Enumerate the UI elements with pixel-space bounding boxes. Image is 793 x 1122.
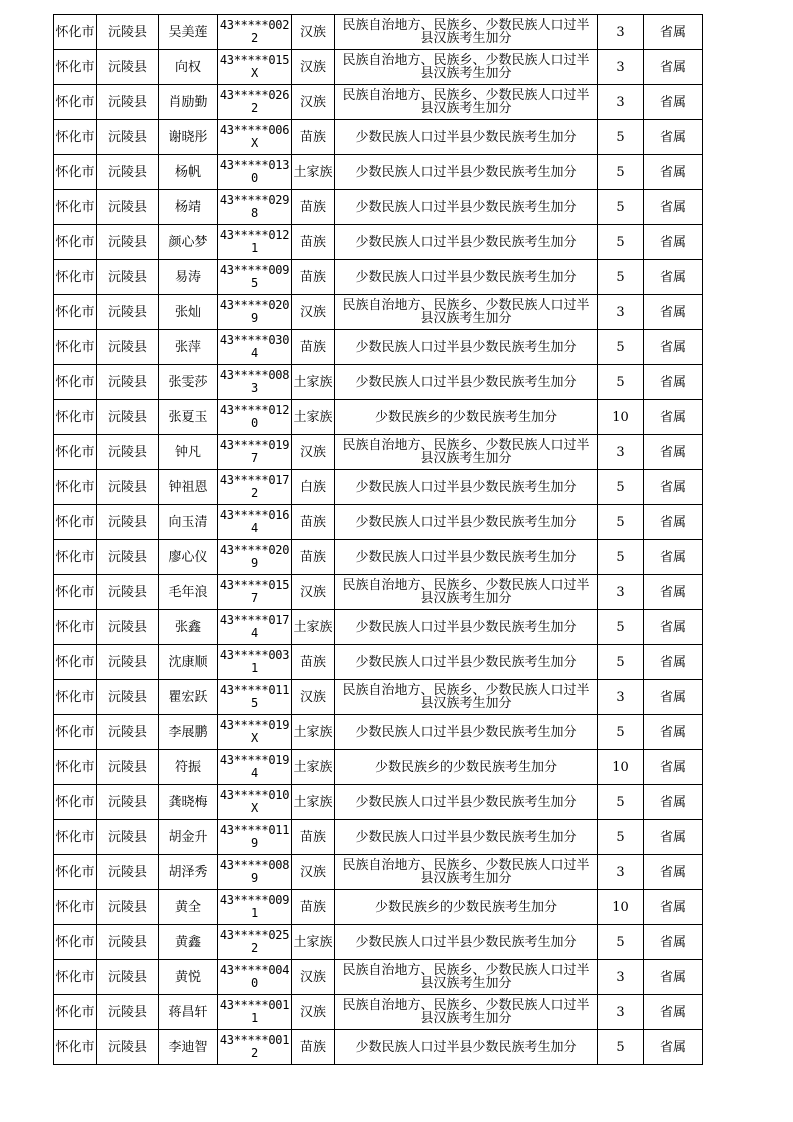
bonus-points-cell: 5 (598, 120, 644, 155)
bonus-reason-cell: 民族自治地方、民族乡、少数民族人口过半县汉族考生加分 (335, 855, 598, 890)
bonus-points-cell: 10 (598, 890, 644, 925)
ethnicity-cell: 苗族 (292, 120, 335, 155)
id-number-cell: 43*****019X (218, 715, 292, 750)
bonus-points-cell: 5 (598, 610, 644, 645)
bonus-reason-cell: 民族自治地方、民族乡、少数民族人口过半县汉族考生加分 (335, 15, 598, 50)
table-row (54, 435, 703, 470)
bonus-reason-cell: 少数民族人口过半县少数民族考生加分 (335, 155, 598, 190)
table-row (54, 85, 703, 120)
table-row (54, 120, 703, 155)
bonus-points-cell: 5 (598, 190, 644, 225)
bonus-reason-cell: 民族自治地方、民族乡、少数民族人口过半县汉族考生加分 (335, 435, 598, 470)
bonus-points-cell: 5 (598, 820, 644, 855)
ethnicity-cell: 汉族 (292, 995, 335, 1030)
city-cell: 怀化市 (54, 540, 97, 575)
level-cell: 省属 (644, 50, 703, 85)
bonus-reason-cell: 少数民族人口过半县少数民族考生加分 (335, 470, 598, 505)
level-cell: 省属 (644, 575, 703, 610)
ethnicity-cell: 汉族 (292, 855, 335, 890)
table-row (54, 505, 703, 540)
county-cell: 沅陵县 (97, 855, 159, 890)
name-cell: 瞿宏跃 (159, 680, 218, 715)
bonus-points-cell: 5 (598, 540, 644, 575)
id-number-cell: 43*****0040 (218, 960, 292, 995)
bonus-reason-cell: 少数民族人口过半县少数民族考生加分 (335, 190, 598, 225)
name-cell: 胡泽秀 (159, 855, 218, 890)
ethnicity-cell: 土家族 (292, 925, 335, 960)
bonus-reason-cell: 少数民族人口过半县少数民族考生加分 (335, 785, 598, 820)
county-cell: 沅陵县 (97, 1030, 159, 1065)
bonus-reason-cell: 少数民族人口过半县少数民族考生加分 (335, 365, 598, 400)
name-cell: 廖心仪 (159, 540, 218, 575)
level-cell: 省属 (644, 785, 703, 820)
ethnicity-cell: 土家族 (292, 610, 335, 645)
id-number-cell: 43*****010X (218, 785, 292, 820)
table-row (54, 925, 703, 960)
county-cell: 沅陵县 (97, 470, 159, 505)
table-row (54, 855, 703, 890)
level-cell: 省属 (644, 470, 703, 505)
county-cell: 沅陵县 (97, 995, 159, 1030)
name-cell: 谢晓彤 (159, 120, 218, 155)
bonus-points-table (53, 14, 703, 1065)
bonus-points-cell: 5 (598, 225, 644, 260)
table-row (54, 680, 703, 715)
level-cell: 省属 (644, 260, 703, 295)
level-cell: 省属 (644, 540, 703, 575)
table-row (54, 610, 703, 645)
id-number-cell: 43*****0304 (218, 330, 292, 365)
city-cell: 怀化市 (54, 225, 97, 260)
id-number-cell: 43*****0298 (218, 190, 292, 225)
county-cell: 沅陵县 (97, 645, 159, 680)
county-cell: 沅陵县 (97, 50, 159, 85)
table-row (54, 330, 703, 365)
level-cell: 省属 (644, 15, 703, 50)
bonus-reason-cell: 民族自治地方、民族乡、少数民族人口过半县汉族考生加分 (335, 85, 598, 120)
city-cell: 怀化市 (54, 715, 97, 750)
table-row (54, 575, 703, 610)
county-cell: 沅陵县 (97, 890, 159, 925)
id-number-cell: 43*****0120 (218, 400, 292, 435)
name-cell: 李展鹏 (159, 715, 218, 750)
table-row (54, 890, 703, 925)
bonus-reason-cell: 少数民族人口过半县少数民族考生加分 (335, 330, 598, 365)
name-cell: 沈康顺 (159, 645, 218, 680)
bonus-points-cell: 3 (598, 575, 644, 610)
table-row (54, 190, 703, 225)
city-cell: 怀化市 (54, 750, 97, 785)
name-cell: 向权 (159, 50, 218, 85)
level-cell: 省属 (644, 155, 703, 190)
table-row (54, 645, 703, 680)
name-cell: 黄鑫 (159, 925, 218, 960)
ethnicity-cell: 汉族 (292, 680, 335, 715)
bonus-points-cell: 3 (598, 15, 644, 50)
bonus-points-cell: 3 (598, 855, 644, 890)
bonus-points-cell: 3 (598, 85, 644, 120)
ethnicity-cell: 白族 (292, 470, 335, 505)
bonus-points-cell: 10 (598, 400, 644, 435)
id-number-cell: 43*****0157 (218, 575, 292, 610)
name-cell: 黄全 (159, 890, 218, 925)
bonus-reason-cell: 民族自治地方、民族乡、少数民族人口过半县汉族考生加分 (335, 680, 598, 715)
ethnicity-cell: 苗族 (292, 1030, 335, 1065)
county-cell: 沅陵县 (97, 505, 159, 540)
city-cell: 怀化市 (54, 330, 97, 365)
level-cell: 省属 (644, 225, 703, 260)
id-number-cell: 43*****0172 (218, 470, 292, 505)
level-cell: 省属 (644, 295, 703, 330)
bonus-reason-cell: 民族自治地方、民族乡、少数民族人口过半县汉族考生加分 (335, 575, 598, 610)
table-row (54, 50, 703, 85)
bonus-points-cell: 3 (598, 680, 644, 715)
city-cell: 怀化市 (54, 645, 97, 680)
name-cell: 杨靖 (159, 190, 218, 225)
table-row (54, 750, 703, 785)
name-cell: 胡金升 (159, 820, 218, 855)
bonus-points-cell: 5 (598, 645, 644, 680)
county-cell: 沅陵县 (97, 190, 159, 225)
bonus-points-cell: 5 (598, 470, 644, 505)
county-cell: 沅陵县 (97, 260, 159, 295)
name-cell: 颜心梦 (159, 225, 218, 260)
ethnicity-cell: 苗族 (292, 820, 335, 855)
name-cell: 钟祖恩 (159, 470, 218, 505)
bonus-reason-cell: 少数民族人口过半县少数民族考生加分 (335, 820, 598, 855)
city-cell: 怀化市 (54, 820, 97, 855)
bonus-reason-cell: 少数民族人口过半县少数民族考生加分 (335, 260, 598, 295)
city-cell: 怀化市 (54, 575, 97, 610)
table-row (54, 995, 703, 1030)
table-body (54, 15, 703, 1065)
id-number-cell: 43*****0209 (218, 295, 292, 330)
id-number-cell: 43*****0115 (218, 680, 292, 715)
city-cell: 怀化市 (54, 1030, 97, 1065)
city-cell: 怀化市 (54, 995, 97, 1030)
bonus-points-cell: 5 (598, 715, 644, 750)
county-cell: 沅陵县 (97, 750, 159, 785)
level-cell: 省属 (644, 645, 703, 680)
ethnicity-cell: 土家族 (292, 155, 335, 190)
level-cell: 省属 (644, 505, 703, 540)
id-number-cell: 43*****0164 (218, 505, 292, 540)
level-cell: 省属 (644, 750, 703, 785)
id-number-cell: 43*****0012 (218, 1030, 292, 1065)
id-number-cell: 43*****0130 (218, 155, 292, 190)
name-cell: 钟凡 (159, 435, 218, 470)
city-cell: 怀化市 (54, 435, 97, 470)
level-cell: 省属 (644, 365, 703, 400)
ethnicity-cell: 汉族 (292, 15, 335, 50)
bonus-reason-cell: 少数民族乡的少数民族考生加分 (335, 750, 598, 785)
name-cell: 黄悦 (159, 960, 218, 995)
name-cell: 符振 (159, 750, 218, 785)
name-cell: 张夏玉 (159, 400, 218, 435)
level-cell: 省属 (644, 995, 703, 1030)
county-cell: 沅陵县 (97, 225, 159, 260)
county-cell: 沅陵县 (97, 330, 159, 365)
city-cell: 怀化市 (54, 120, 97, 155)
name-cell: 杨帆 (159, 155, 218, 190)
bonus-reason-cell: 少数民族乡的少数民族考生加分 (335, 400, 598, 435)
city-cell: 怀化市 (54, 505, 97, 540)
county-cell: 沅陵县 (97, 960, 159, 995)
city-cell: 怀化市 (54, 680, 97, 715)
city-cell: 怀化市 (54, 260, 97, 295)
id-number-cell: 43*****015X (218, 50, 292, 85)
county-cell: 沅陵县 (97, 435, 159, 470)
id-number-cell: 43*****0089 (218, 855, 292, 890)
bonus-points-cell: 3 (598, 435, 644, 470)
county-cell: 沅陵县 (97, 785, 159, 820)
level-cell: 省属 (644, 715, 703, 750)
name-cell: 龚晓梅 (159, 785, 218, 820)
bonus-reason-cell: 少数民族人口过半县少数民族考生加分 (335, 540, 598, 575)
id-number-cell: 43*****0121 (218, 225, 292, 260)
county-cell: 沅陵县 (97, 540, 159, 575)
table-row (54, 540, 703, 575)
name-cell: 李迪智 (159, 1030, 218, 1065)
bonus-points-cell: 5 (598, 785, 644, 820)
id-number-cell: 43*****0031 (218, 645, 292, 680)
id-number-cell: 43*****0197 (218, 435, 292, 470)
bonus-reason-cell: 民族自治地方、民族乡、少数民族人口过半县汉族考生加分 (335, 960, 598, 995)
county-cell: 沅陵县 (97, 15, 159, 50)
city-cell: 怀化市 (54, 785, 97, 820)
bonus-reason-cell: 少数民族人口过半县少数民族考生加分 (335, 505, 598, 540)
bonus-reason-cell: 少数民族人口过半县少数民族考生加分 (335, 925, 598, 960)
level-cell: 省属 (644, 190, 703, 225)
bonus-reason-cell: 民族自治地方、民族乡、少数民族人口过半县汉族考生加分 (335, 995, 598, 1030)
ethnicity-cell: 土家族 (292, 400, 335, 435)
name-cell: 吴美莲 (159, 15, 218, 50)
id-number-cell: 43*****0119 (218, 820, 292, 855)
ethnicity-cell: 汉族 (292, 50, 335, 85)
table-row (54, 295, 703, 330)
level-cell: 省属 (644, 1030, 703, 1065)
bonus-reason-cell: 少数民族人口过半县少数民族考生加分 (335, 610, 598, 645)
bonus-points-cell: 5 (598, 155, 644, 190)
bonus-reason-cell: 少数民族乡的少数民族考生加分 (335, 890, 598, 925)
level-cell: 省属 (644, 890, 703, 925)
id-number-cell: 43*****0022 (218, 15, 292, 50)
bonus-points-cell: 3 (598, 50, 644, 85)
county-cell: 沅陵县 (97, 120, 159, 155)
name-cell: 张雯莎 (159, 365, 218, 400)
id-number-cell: 43*****0194 (218, 750, 292, 785)
table-row (54, 400, 703, 435)
city-cell: 怀化市 (54, 925, 97, 960)
county-cell: 沅陵县 (97, 295, 159, 330)
id-number-cell: 43*****0091 (218, 890, 292, 925)
table-row (54, 470, 703, 505)
name-cell: 易涛 (159, 260, 218, 295)
table-row (54, 225, 703, 260)
ethnicity-cell: 苗族 (292, 505, 335, 540)
name-cell: 张鑫 (159, 610, 218, 645)
ethnicity-cell: 土家族 (292, 750, 335, 785)
level-cell: 省属 (644, 610, 703, 645)
level-cell: 省属 (644, 960, 703, 995)
ethnicity-cell: 苗族 (292, 540, 335, 575)
bonus-reason-cell: 少数民族人口过半县少数民族考生加分 (335, 645, 598, 680)
ethnicity-cell: 苗族 (292, 190, 335, 225)
table-row (54, 785, 703, 820)
ethnicity-cell: 汉族 (292, 295, 335, 330)
level-cell: 省属 (644, 85, 703, 120)
level-cell: 省属 (644, 855, 703, 890)
id-number-cell: 43*****0083 (218, 365, 292, 400)
ethnicity-cell: 土家族 (292, 785, 335, 820)
table-row (54, 155, 703, 190)
level-cell: 省属 (644, 925, 703, 960)
id-number-cell: 43*****0262 (218, 85, 292, 120)
table-row (54, 715, 703, 750)
bonus-reason-cell: 民族自治地方、民族乡、少数民族人口过半县汉族考生加分 (335, 50, 598, 85)
bonus-points-cell: 10 (598, 750, 644, 785)
id-number-cell: 43*****006X (218, 120, 292, 155)
name-cell: 毛年浪 (159, 575, 218, 610)
level-cell: 省属 (644, 435, 703, 470)
bonus-reason-cell: 少数民族人口过半县少数民族考生加分 (335, 715, 598, 750)
bonus-points-cell: 3 (598, 960, 644, 995)
city-cell: 怀化市 (54, 365, 97, 400)
ethnicity-cell: 土家族 (292, 715, 335, 750)
name-cell: 肖励勤 (159, 85, 218, 120)
bonus-reason-cell: 少数民族人口过半县少数民族考生加分 (335, 225, 598, 260)
level-cell: 省属 (644, 400, 703, 435)
county-cell: 沅陵县 (97, 85, 159, 120)
table-row (54, 1030, 703, 1065)
county-cell: 沅陵县 (97, 400, 159, 435)
ethnicity-cell: 苗族 (292, 225, 335, 260)
ethnicity-cell: 汉族 (292, 960, 335, 995)
name-cell: 向玉清 (159, 505, 218, 540)
county-cell: 沅陵县 (97, 610, 159, 645)
name-cell: 张灿 (159, 295, 218, 330)
name-cell: 张萍 (159, 330, 218, 365)
city-cell: 怀化市 (54, 85, 97, 120)
ethnicity-cell: 汉族 (292, 435, 335, 470)
city-cell: 怀化市 (54, 890, 97, 925)
bonus-points-cell: 5 (598, 925, 644, 960)
bonus-points-cell: 3 (598, 995, 644, 1030)
ethnicity-cell: 苗族 (292, 260, 335, 295)
county-cell: 沅陵县 (97, 680, 159, 715)
ethnicity-cell: 苗族 (292, 645, 335, 680)
table-row (54, 365, 703, 400)
bonus-points-cell: 5 (598, 260, 644, 295)
table-row (54, 820, 703, 855)
id-number-cell: 43*****0174 (218, 610, 292, 645)
city-cell: 怀化市 (54, 960, 97, 995)
id-number-cell: 43*****0095 (218, 260, 292, 295)
id-number-cell: 43*****0252 (218, 925, 292, 960)
city-cell: 怀化市 (54, 400, 97, 435)
city-cell: 怀化市 (54, 610, 97, 645)
bonus-reason-cell: 少数民族人口过半县少数民族考生加分 (335, 120, 598, 155)
level-cell: 省属 (644, 120, 703, 155)
ethnicity-cell: 汉族 (292, 575, 335, 610)
city-cell: 怀化市 (54, 295, 97, 330)
bonus-points-cell: 5 (598, 330, 644, 365)
county-cell: 沅陵县 (97, 155, 159, 190)
level-cell: 省属 (644, 680, 703, 715)
bonus-points-cell: 5 (598, 365, 644, 400)
county-cell: 沅陵县 (97, 925, 159, 960)
county-cell: 沅陵县 (97, 575, 159, 610)
name-cell: 蒋昌轩 (159, 995, 218, 1030)
level-cell: 省属 (644, 330, 703, 365)
level-cell: 省属 (644, 820, 703, 855)
ethnicity-cell: 土家族 (292, 365, 335, 400)
city-cell: 怀化市 (54, 190, 97, 225)
table-row (54, 15, 703, 50)
ethnicity-cell: 苗族 (292, 330, 335, 365)
id-number-cell: 43*****0209 (218, 540, 292, 575)
bonus-points-cell: 3 (598, 295, 644, 330)
city-cell: 怀化市 (54, 855, 97, 890)
city-cell: 怀化市 (54, 50, 97, 85)
id-number-cell: 43*****0011 (218, 995, 292, 1030)
county-cell: 沅陵县 (97, 820, 159, 855)
table-row (54, 260, 703, 295)
bonus-points-cell: 5 (598, 505, 644, 540)
bonus-reason-cell: 民族自治地方、民族乡、少数民族人口过半县汉族考生加分 (335, 295, 598, 330)
city-cell: 怀化市 (54, 470, 97, 505)
bonus-reason-cell: 少数民族人口过半县少数民族考生加分 (335, 1030, 598, 1065)
table-row (54, 960, 703, 995)
county-cell: 沅陵县 (97, 715, 159, 750)
city-cell: 怀化市 (54, 155, 97, 190)
county-cell: 沅陵县 (97, 365, 159, 400)
bonus-points-cell: 5 (598, 1030, 644, 1065)
ethnicity-cell: 汉族 (292, 85, 335, 120)
ethnicity-cell: 苗族 (292, 890, 335, 925)
city-cell: 怀化市 (54, 15, 97, 50)
